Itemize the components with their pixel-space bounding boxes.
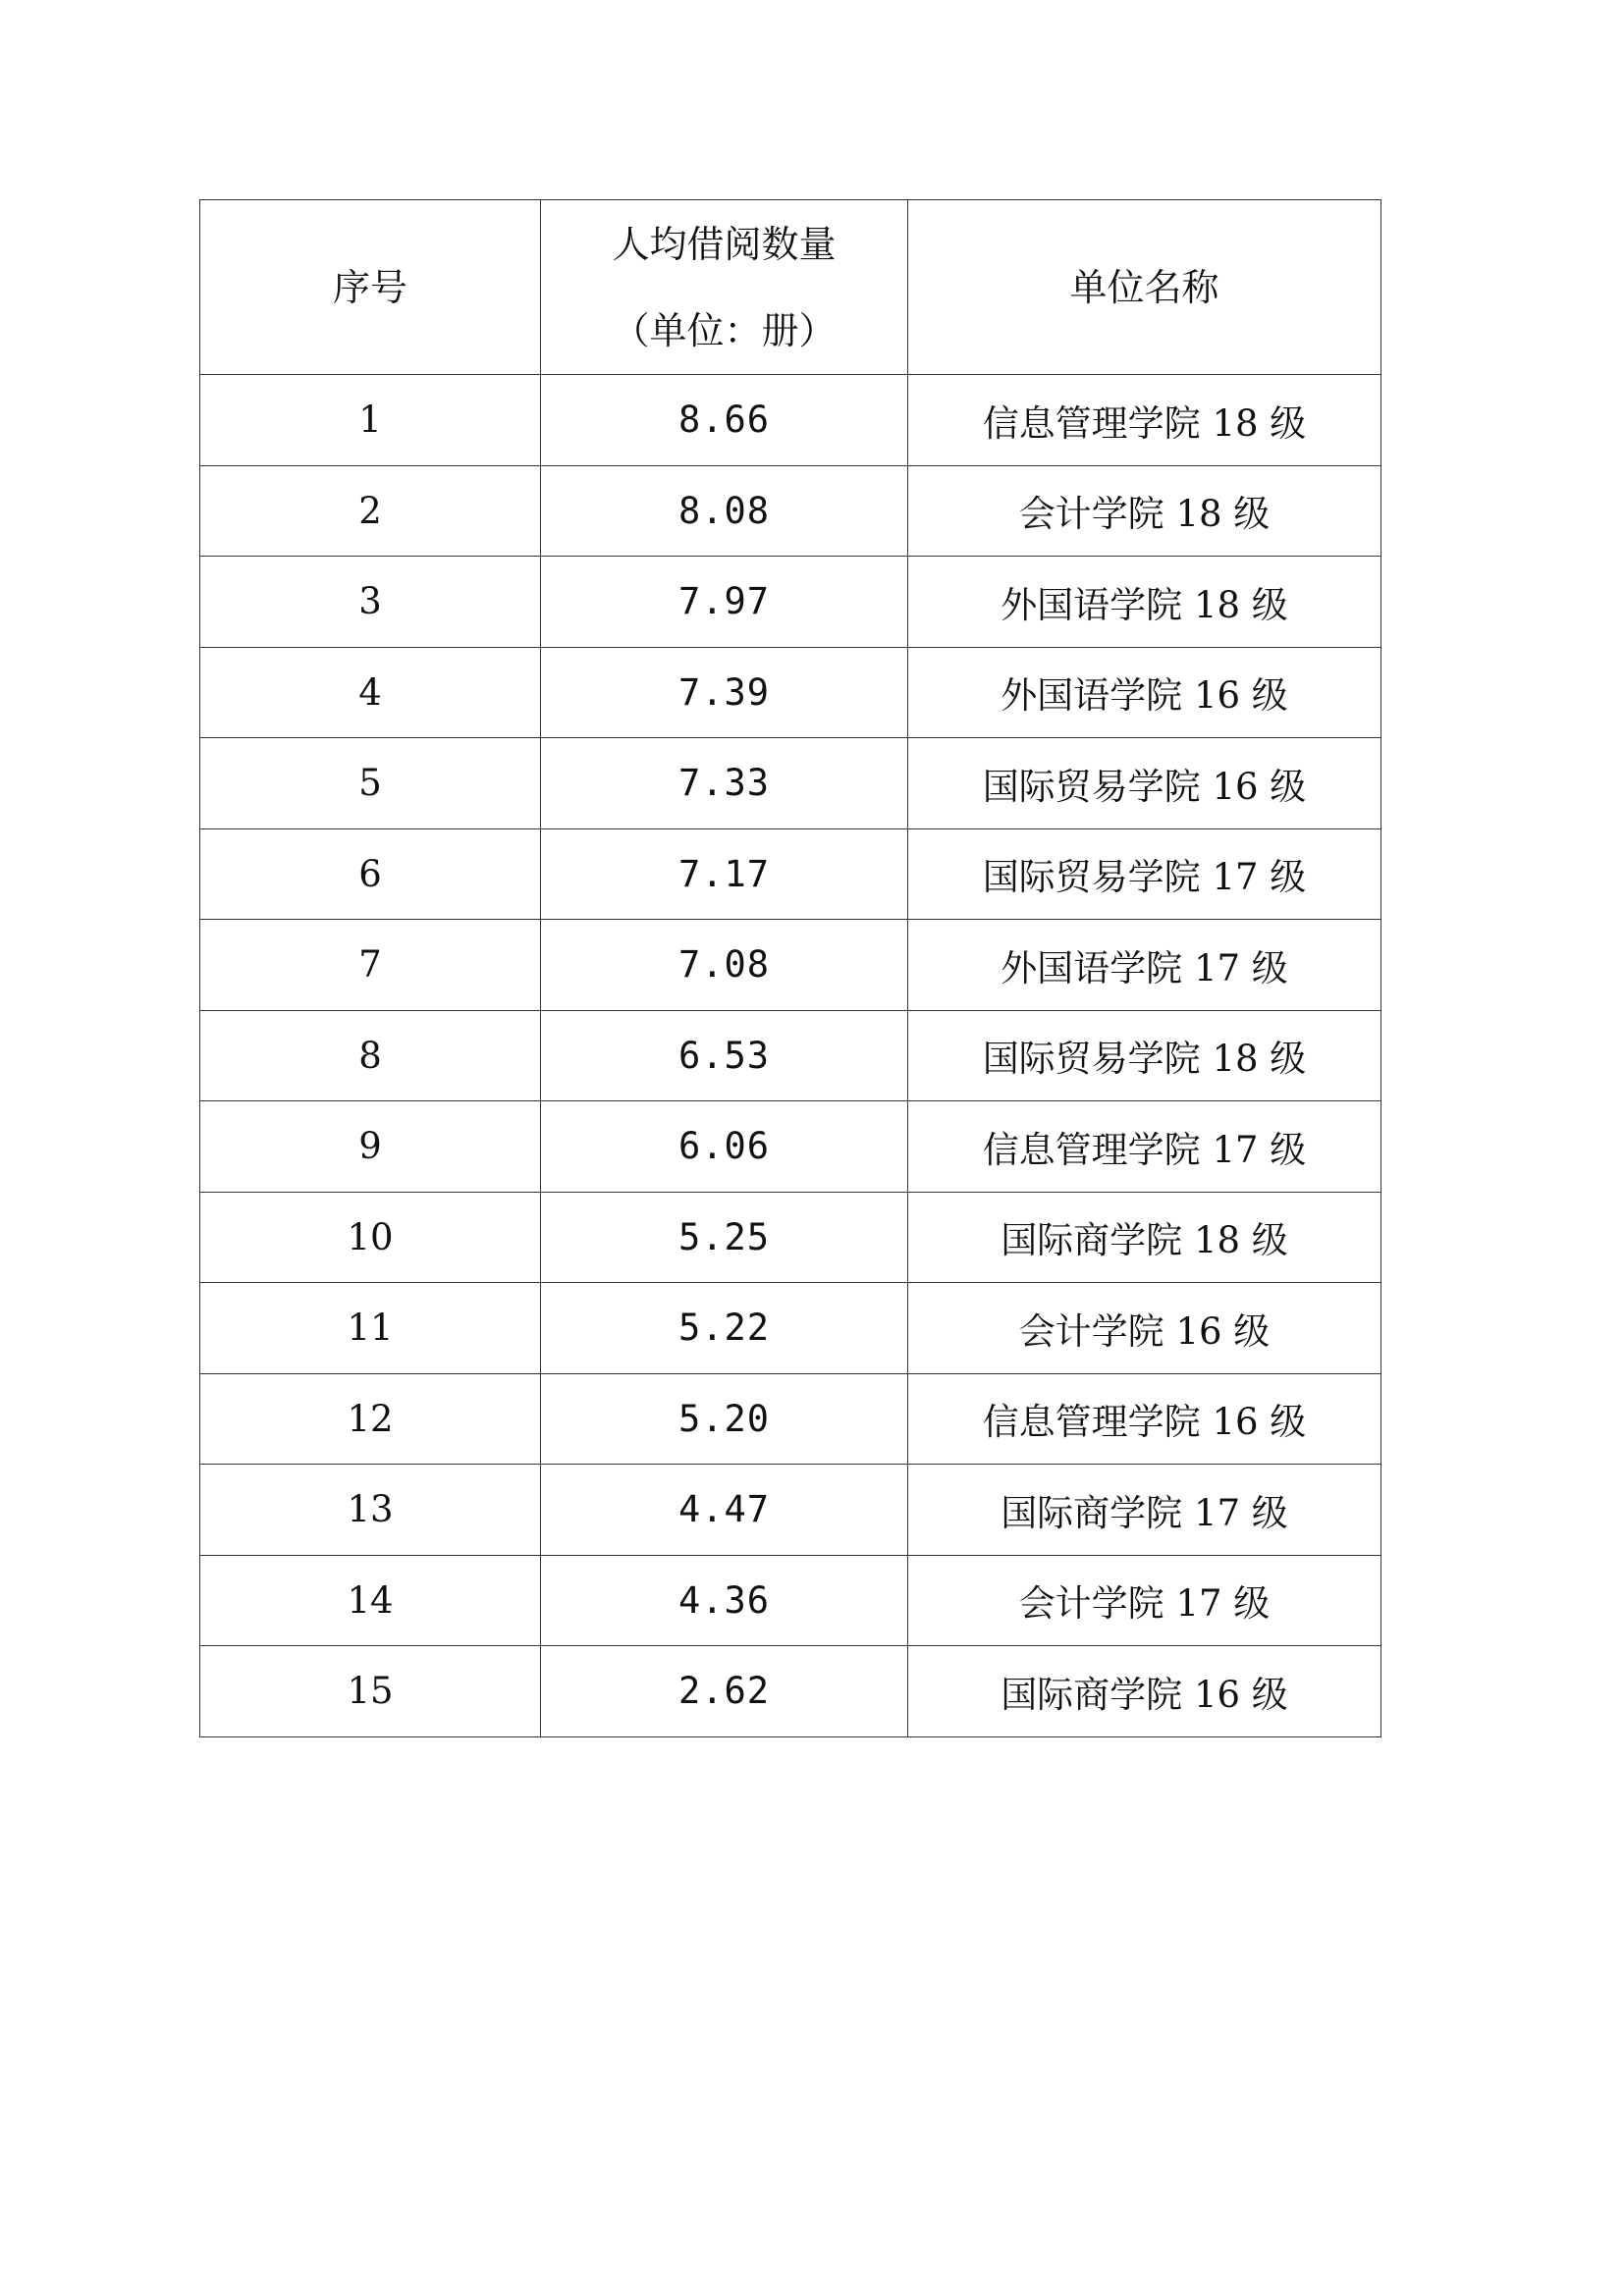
cell-index: 9 xyxy=(200,1101,541,1193)
cell-unit-name: 会计学院 16 级 xyxy=(908,1283,1381,1374)
table-row xyxy=(200,1192,1381,1283)
cell-unit-name: 国际贸易学院 18 级 xyxy=(908,1010,1381,1101)
table-row xyxy=(200,828,1381,920)
cell-avg-borrowing: 7.33 xyxy=(541,738,908,829)
cell-avg-borrowing: 7.39 xyxy=(541,647,908,738)
cell-index: 7 xyxy=(200,920,541,1011)
cell-unit-name: 外国语学院 18 级 xyxy=(908,557,1381,648)
table-row xyxy=(200,557,1381,648)
cell-index: 10 xyxy=(200,1192,541,1283)
cell-unit-name: 会计学院 18 级 xyxy=(908,465,1381,557)
cell-avg-borrowing: 6.06 xyxy=(541,1101,908,1193)
table-row xyxy=(200,920,1381,1011)
borrowing-ranking-table xyxy=(199,199,1381,1737)
header-index: 序号 xyxy=(200,200,541,375)
cell-avg-borrowing: 4.47 xyxy=(541,1465,908,1556)
cell-index: 1 xyxy=(200,375,541,466)
table-row xyxy=(200,465,1381,557)
cell-unit-name: 国际贸易学院 17 级 xyxy=(908,828,1381,920)
cell-index: 3 xyxy=(200,557,541,648)
table-row xyxy=(200,738,1381,829)
header-avg-borrowing-title: 人均借阅数量 xyxy=(612,222,837,266)
table-row xyxy=(200,1010,1381,1101)
table-row xyxy=(200,1555,1381,1646)
cell-index: 6 xyxy=(200,828,541,920)
header-avg-borrowing-unit: （单位：册） xyxy=(612,308,837,352)
cell-avg-borrowing: 5.22 xyxy=(541,1283,908,1374)
cell-avg-borrowing: 7.17 xyxy=(541,828,908,920)
table-row xyxy=(200,1646,1381,1737)
cell-index: 2 xyxy=(200,465,541,557)
table-header xyxy=(200,200,1381,375)
cell-unit-name: 外国语学院 16 级 xyxy=(908,647,1381,738)
table-body xyxy=(200,375,1381,1737)
cell-avg-borrowing: 2.62 xyxy=(541,1646,908,1737)
cell-index: 5 xyxy=(200,738,541,829)
cell-avg-borrowing: 5.25 xyxy=(541,1192,908,1283)
table-row xyxy=(200,375,1381,466)
header-unit-name: 单位名称 xyxy=(908,200,1381,375)
header-row xyxy=(200,200,1381,375)
cell-index: 15 xyxy=(200,1646,541,1737)
cell-avg-borrowing: 8.08 xyxy=(541,465,908,557)
cell-index: 11 xyxy=(200,1283,541,1374)
cell-avg-borrowing: 7.97 xyxy=(541,557,908,648)
cell-unit-name: 国际商学院 18 级 xyxy=(908,1192,1381,1283)
cell-unit-name: 会计学院 17 级 xyxy=(908,1555,1381,1646)
cell-avg-borrowing: 8.66 xyxy=(541,375,908,466)
cell-avg-borrowing: 5.20 xyxy=(541,1373,908,1465)
cell-unit-name: 信息管理学院 18 级 xyxy=(908,375,1381,466)
cell-unit-name: 信息管理学院 17 级 xyxy=(908,1101,1381,1193)
cell-unit-name: 国际商学院 16 级 xyxy=(908,1646,1381,1737)
cell-index: 13 xyxy=(200,1465,541,1556)
cell-unit-name: 国际贸易学院 16 级 xyxy=(908,738,1381,829)
table-row xyxy=(200,1465,1381,1556)
cell-unit-name: 信息管理学院 16 级 xyxy=(908,1373,1381,1465)
table-row xyxy=(200,647,1381,738)
cell-avg-borrowing: 6.53 xyxy=(541,1010,908,1101)
cell-index: 8 xyxy=(200,1010,541,1101)
table-row xyxy=(200,1101,1381,1193)
cell-index: 12 xyxy=(200,1373,541,1465)
cell-avg-borrowing: 7.08 xyxy=(541,920,908,1011)
header-avg-borrowing xyxy=(541,200,908,375)
cell-avg-borrowing: 4.36 xyxy=(541,1555,908,1646)
table-row xyxy=(200,1283,1381,1374)
cell-index: 14 xyxy=(200,1555,541,1646)
cell-unit-name: 国际商学院 17 级 xyxy=(908,1465,1381,1556)
cell-index: 4 xyxy=(200,647,541,738)
table-row xyxy=(200,1373,1381,1465)
cell-unit-name: 外国语学院 17 级 xyxy=(908,920,1381,1011)
